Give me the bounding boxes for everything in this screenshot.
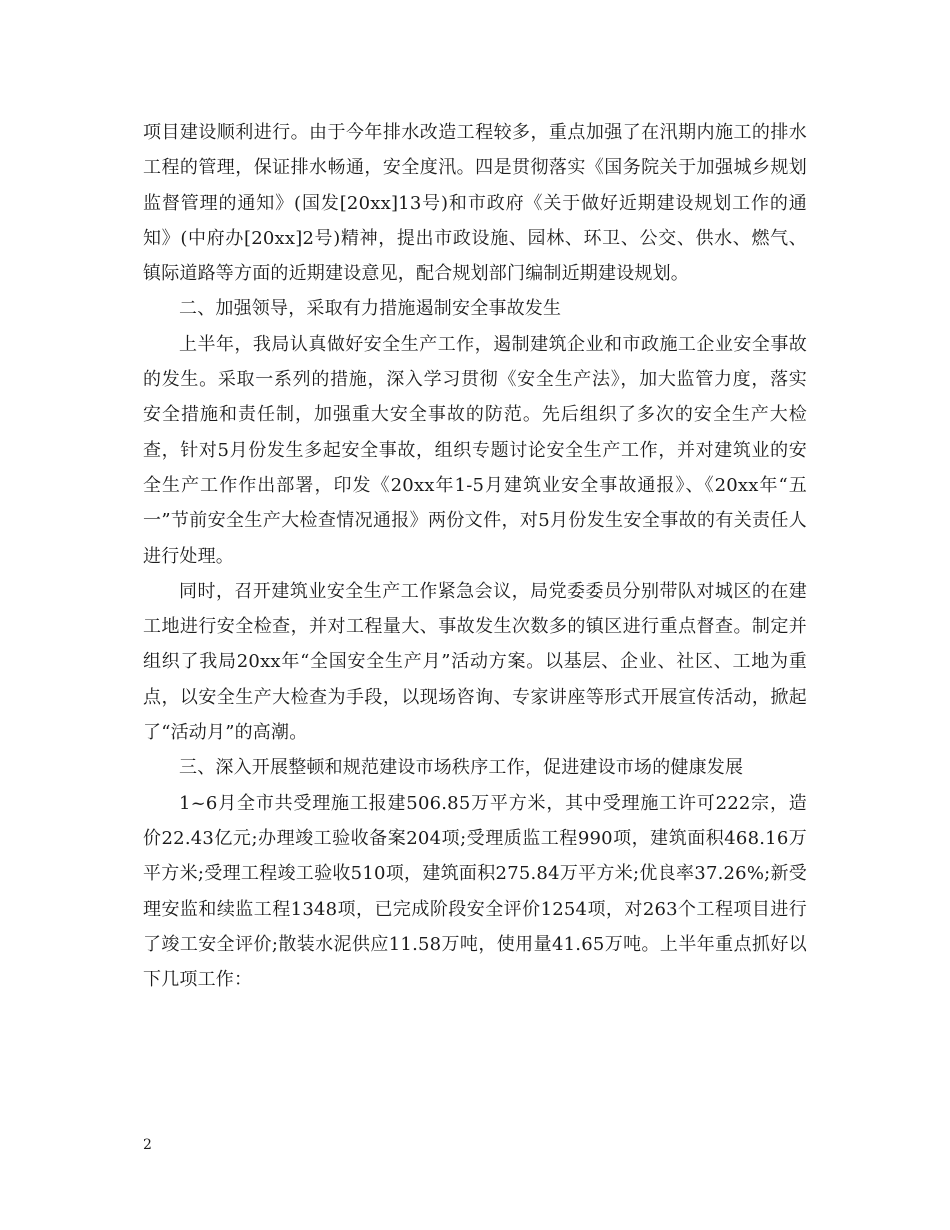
paragraph-safety-first-half: 上半年，我局认真做好安全生产工作，遏制建筑企业和市政施工企业安全事故的发生。采取一系列的措施，深入学习贯彻《安全生产法》，加大监管力度，落实安全措施和责任制，加强重大安全事故的防范。先后组织了多次的安全生产大检查，针对5月份发生多起安全事故，组织专题讨论安全生产工作，并对建筑业的安全生产工作作出部署，印发《20xx年1-5月建筑业安全事故通报》、《20xx年“五一”节前安全生产大检查情况通报》两份文件，对5月份发生安全事故的有关责任人进行处理。 (143, 333, 807, 567)
page-number: 2 (143, 1137, 152, 1153)
document-body (143, 115, 807, 997)
section-heading-2: 二、加强领导，采取有力措施遏制安全事故发生 (179, 298, 562, 320)
paragraph-market-statistics: 1~6月全市共受理施工报建506.85万平方米，其中受理施工许可222宗，造价22.43亿元;办理竣工验收备案204项;受理质监工程990项，建筑面积468.16万平方米;受理工程竣工验收510项，建筑面积275.84万平方米;优良率37.26%;新受理安监和续监工程1348项，已完成阶段安全评价1254项，对263个工程项目进行了竣工安全评价;散装水泥供应11.58万吨，使用量41.65万吨。上半年重点抓好以下几项工作： (143, 792, 807, 991)
paragraph-safety-inspection: 同时，召开建筑业安全生产工作紧急会议，局党委委员分别带队对城区的在建工地进行安全检查，并对工程量大、事故发生次数多的镇区进行重点督查。制定并组织了我局20xx年“全国安全生产月”活动方案。以基层、企业、社区、工地为重点，以安全生产大检查为手段，以现场咨询、专家讲座等形式开展宣传活动，掀起了“活动月”的高潮。 (143, 580, 807, 744)
paragraph-continued: 项目建设顺利进行。由于今年排水改造工程较多，重点加强了在汛期内施工的排水工程的管理，保证排水畅通，安全度汛。四是贯彻落实《国务院关于加强城乡规划监督管理的通知》(国发[20xx]13号)和市政府《关于做好近期建设规划工作的通知》(中府办[20xx]2号)精神，提出市政设施、园林、环卫、公交、供水、燃气、镇际道路等方面的近期建设意见，配合规划部门编制近期建设规划。 (143, 122, 807, 285)
section-heading-3: 三、深入开展整顿和规范建设市场秩序工作，促进建设市场的健康发展 (179, 757, 744, 779)
